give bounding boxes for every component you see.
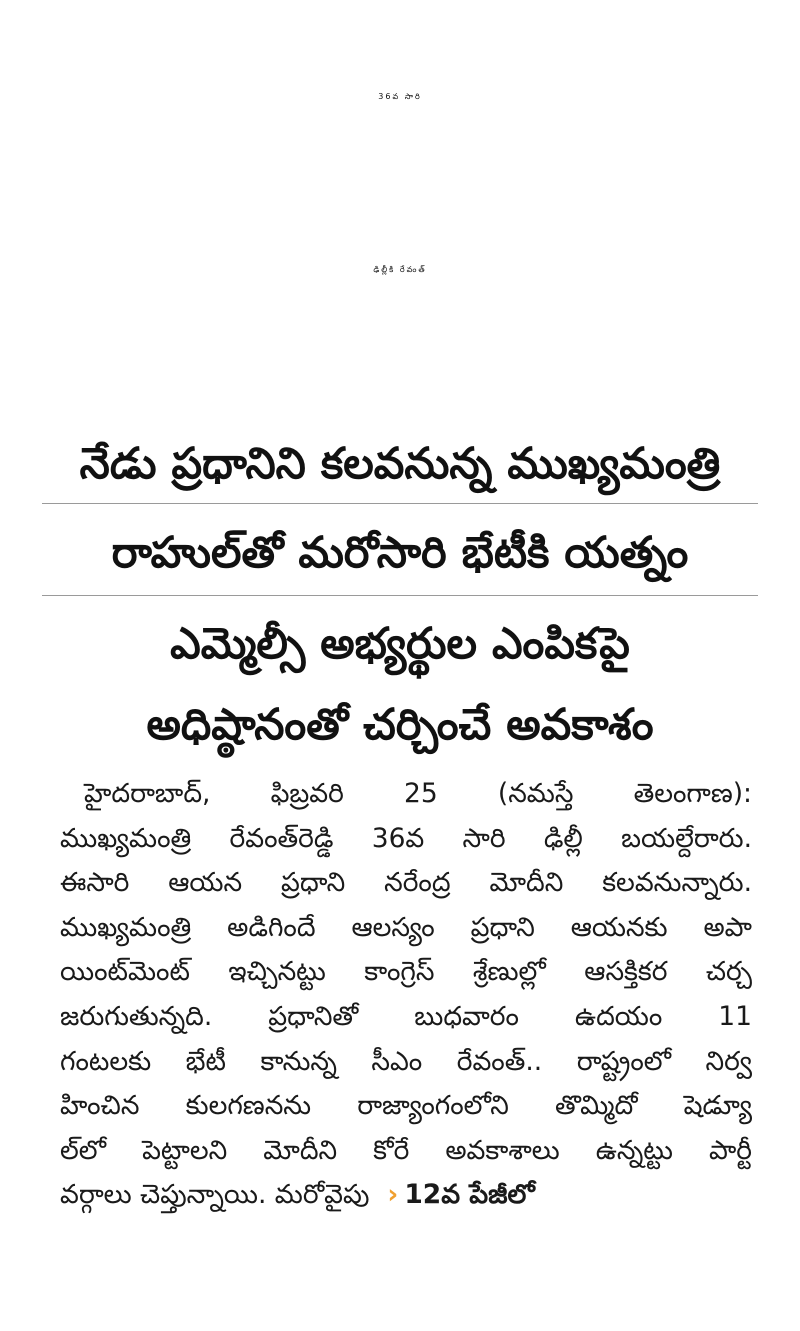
headline-line-1: 36వ సారి xyxy=(378,92,422,101)
deck-line-2: రాహుల్‌తో మరోసారి భేటీకి యత్నం xyxy=(111,528,689,578)
body-line: గంటలకు భేటీ కానున్న సీఎం రేవంత్‌.. రాష్ట్రంలో నిర్వ xyxy=(60,1045,752,1077)
body-line: హైదరాబాద్‌, ఫిబ్రవరి 25 (నమస్తే తెలంగాణ): xyxy=(84,778,752,809)
deck-line-3: ఎమ్మెల్సీ అభ్యర్థుల ఎంపికపై xyxy=(170,619,630,669)
divider-1 xyxy=(42,503,758,504)
body-line: ల్‌లో పెట్టాలని మోదీని కోరే అవకాశాలు ఉన్నట్టు పార్టీ xyxy=(60,1134,752,1166)
body-line: ముఖ్యమంత్రి అడిగిందే ఆలస్యం ప్రధాని ఆయనకు అపా xyxy=(60,911,752,943)
chevron-right-icon: › xyxy=(387,1179,399,1211)
body-line: హించిన కులగణనను రాజ్యాంగంలోని తొమ్మిదో షెడ్యూ xyxy=(60,1090,752,1122)
deck-line-1: నేడు ప్రధానిని కలవనున్న ముఖ్యమంత్రి xyxy=(79,439,721,489)
headline-line-2: ఢిల్లీకి రేవంత్‌ xyxy=(373,265,427,274)
body-line: ఈసారి ఆయన ప్రధాని నరేంద్ర మోదీని కలవనున్నారు. xyxy=(60,867,752,899)
divider-2 xyxy=(42,595,758,596)
body-line: యింట్‌మెంట్‌ ఇచ్చినట్టు కాంగ్రెస్‌ శ్రేణుల్లో ఆసక్తికర చర్చ xyxy=(60,956,752,988)
article-body xyxy=(60,772,752,1218)
body-line: జరుగుతున్నది. ప్రధానితో బుధవారం ఉదయం 11 xyxy=(60,1000,752,1032)
body-line: వర్గాలు చెప్తున్నాయి. మరోవైపు xyxy=(60,1179,370,1211)
continued-on-page[interactable] xyxy=(387,1173,534,1218)
continued-label: 12వ పేజీలో xyxy=(404,1179,535,1211)
body-line: ముఖ్యమంత్రి రేవంత్‌రెడ్డి 36వ సారి ఢిల్లీ బయల్దేరారు. xyxy=(60,822,752,854)
deck-line-4: అధిష్ఠానంతో చర్చించే అవకాశం xyxy=(146,700,654,750)
body-line-last xyxy=(60,1173,752,1218)
